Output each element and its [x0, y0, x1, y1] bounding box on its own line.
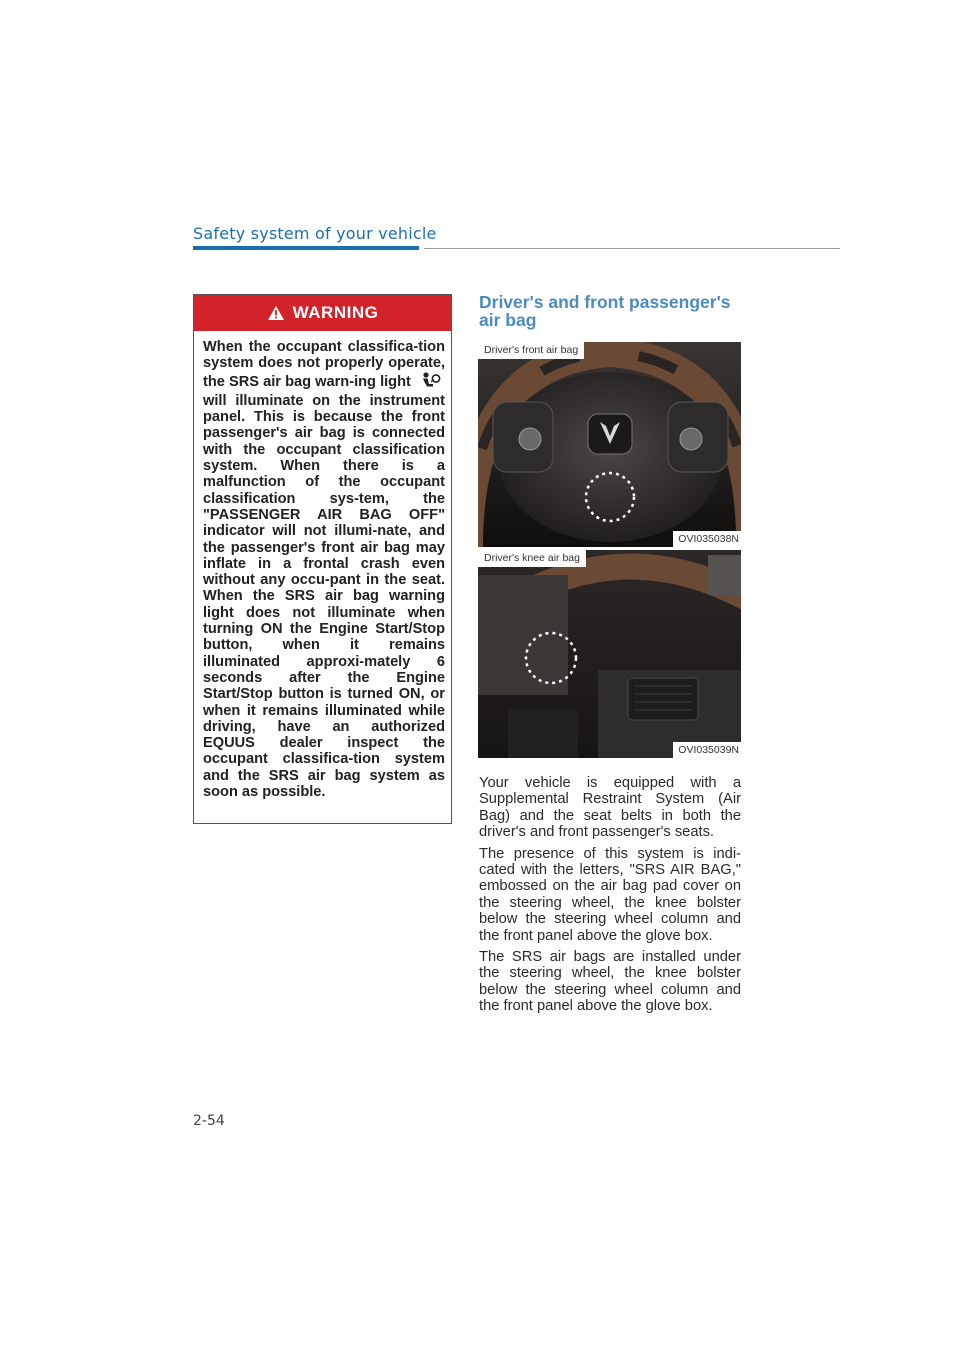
section-heading: Driver's and front passenger's air bag [479, 292, 731, 330]
warning-text [194, 331, 451, 800]
section-title-underline [193, 246, 419, 250]
body-text [479, 775, 741, 1020]
paragraph: Your vehicle is equipped with a Supplemental Restraint System (Air Bag) and the seat belts in both the driver's and front passenger's seats. [479, 775, 741, 841]
figure-2-code: OVI035039N [673, 742, 741, 758]
header-rule [424, 248, 840, 249]
warning-header [194, 295, 451, 331]
paragraph: The presence of this system is indi-cated with the letters, "SRS AIR BAG," embossed on the air bag pad cover on the steering wheel, the knee bolster below the steering wheel column and the front panel above the glove box. [479, 845, 741, 944]
figure-2-label: Driver's knee air bag [478, 550, 586, 567]
warning-title: WARNING [292, 303, 379, 322]
paragraph: The SRS air bags are installed under the steering wheel, the knee bolster below the steering wheel column and the front panel above the glove box. [479, 949, 741, 1015]
knee-bolster-photo [478, 550, 741, 758]
knee-airbag-illustration [478, 550, 741, 758]
warning-triangle-icon [267, 305, 285, 321]
warning-box [193, 294, 452, 824]
page-number: 2-54 [193, 1113, 225, 1129]
figure-1-label: Driver's front air bag [478, 342, 584, 359]
warning-text-part-1: When the occupant classifica-tion system does not properly operate, the SRS air bag warn-ing light [203, 339, 445, 390]
steering-wheel-illustration [478, 342, 741, 547]
airbag-warning-icon [417, 372, 443, 393]
warning-text-part-2: will illuminate on the instrument panel. This is because the front passenger's air bag is connected with the occupant classification system. When there is a malfunction of the occupant classification sys-tem, the "PASSENGER AIR BAG OFF" indicator will not illumi-nate, and the passenger's front air bag may inflate in a frontal crash even without any occu-pant in the seat. When the SRS air bag warning light does not illuminate when turning ON the Engine Start/Stop button, when it remains illuminated approxi-mately 6 seconds after the Engine Start/Stop button is turned ON, or when it remains illuminated while driving, have an authorized EQUUS dealer inspect the occupant classifica-tion system and the SRS air bag system as soon as possible. [203, 392, 445, 801]
figure-1-code: OVI035038N [673, 531, 741, 547]
section-title: Safety system of your vehicle [193, 224, 437, 243]
steering-wheel-photo [478, 342, 741, 547]
